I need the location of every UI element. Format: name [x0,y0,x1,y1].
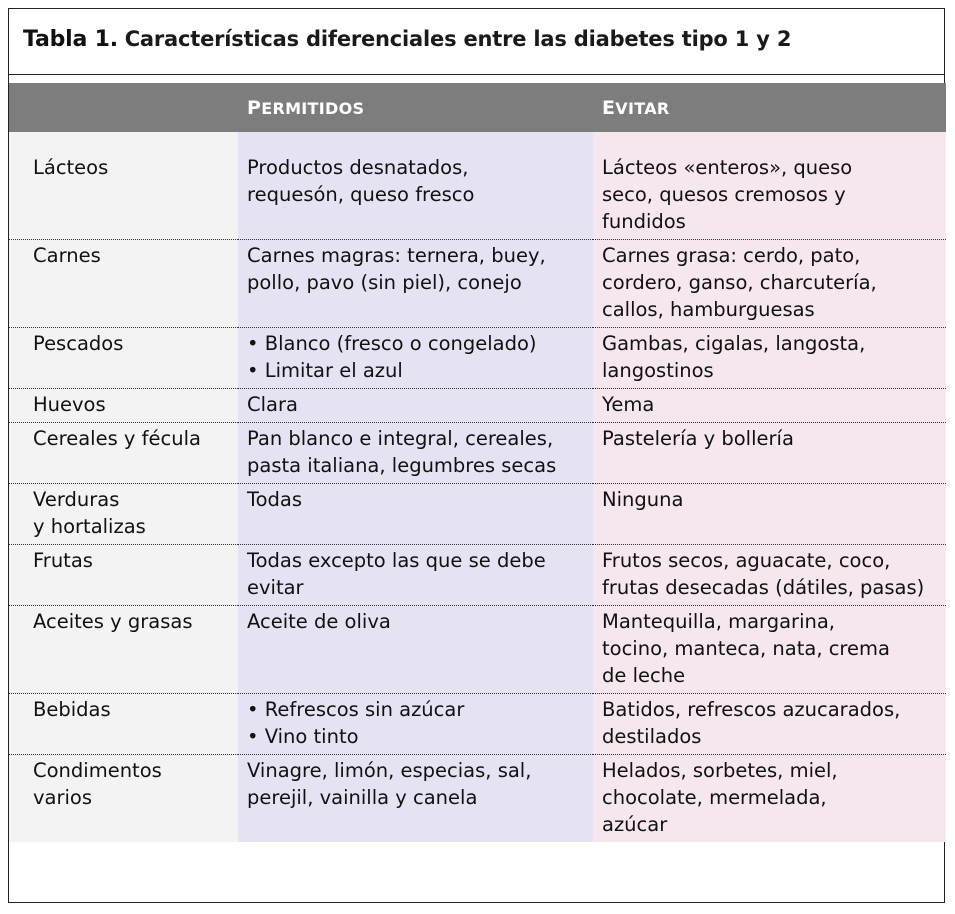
evitar-cell [593,694,946,755]
table-title-text: Características diferenciales entre las diabetes tipo 1 y 2 [124,27,792,51]
permitidos-cell [238,132,593,240]
category-cell-line: Condimentos [33,759,162,782]
evitar-cell-line: Mantequilla, margarina, [602,610,836,633]
header-evitar-label: EVITAR [602,97,670,119]
evitar-cell-line: langostinos [602,359,714,382]
evitar-cell [593,755,946,843]
table-title [9,9,944,75]
evitar-cell-line: fundidos [602,210,686,233]
permitidos-cell-line: Clara [247,393,298,416]
category-cell-line: Lácteos [33,156,109,179]
permitidos-cell-line: pasta italiana, legumbres secas [247,454,557,477]
permitidos-cell [238,606,593,694]
category-cell [9,132,238,240]
category-cell [9,328,238,389]
permitidos-cell-line: Vinagre, limón, especias, sal, [247,759,532,782]
permitidos-cell [238,694,593,755]
permitidos-cell-line: Todas [247,488,303,511]
category-cell [9,240,238,328]
category-cell [9,545,238,606]
table-row [9,484,946,545]
diet-table [9,83,946,842]
table-row [9,240,946,328]
category-cell-line: y hortalizas [33,515,146,538]
header-evitar [593,83,946,132]
category-cell [9,606,238,694]
header-category [9,83,238,132]
table-body [9,132,946,842]
permitidos-cell-line: Carnes magras: ternera, buey, [247,244,546,267]
permitidos-cell [238,328,593,389]
evitar-cell-line: Yema [602,393,655,416]
evitar-cell-line: de leche [602,664,686,687]
permitidos-cell-line: requesón, queso fresco [247,183,475,206]
category-cell-line: Aceites y grasas [33,610,193,633]
permitidos-cell-line: • Vino tinto [247,725,359,748]
category-cell [9,694,238,755]
evitar-cell-line: Batidos, refrescos azucarados, [602,698,901,721]
category-cell-line: Cereales y fécula [33,427,201,450]
permitidos-cell-line: Productos desnatados, [247,156,469,179]
permitidos-cell [238,755,593,843]
table-row [9,389,946,423]
permitidos-cell [238,240,593,328]
permitidos-cell-line: Todas excepto las que se debe [247,549,546,572]
evitar-cell [593,545,946,606]
permitidos-cell-line: evitar [247,576,304,599]
table-row [9,132,946,240]
permitidos-cell-line: • Limitar el azul [247,359,403,382]
table-row [9,694,946,755]
header-permitidos [238,83,593,132]
evitar-cell [593,389,946,423]
evitar-cell-line: destilados [602,725,702,748]
evitar-cell [593,328,946,389]
evitar-cell [593,484,946,545]
evitar-cell-line: Carnes grasa: cerdo, pato, [602,244,861,267]
table-row [9,606,946,694]
permitidos-cell [238,545,593,606]
evitar-cell-line: Lácteos «enteros», queso [602,156,853,179]
evitar-cell-line: Frutos secos, aguacate, coco, [602,549,891,572]
evitar-cell-line: Helados, sorbetes, miel, [602,759,838,782]
header-permitidos-label: PERMITIDOS [247,97,365,119]
category-cell-line: Verduras [33,488,120,511]
permitidos-cell-line: Pan blanco e integral, cereales, [247,427,554,450]
evitar-cell-line: chocolate, mermelada, [602,786,827,809]
evitar-cell-line: azúcar [602,813,668,836]
table-frame [8,8,945,903]
permitidos-cell [238,423,593,484]
category-cell-line: varios [33,786,93,809]
permitidos-cell-line: pollo, pavo (sin piel), conejo [247,271,522,294]
evitar-cell [593,132,946,240]
evitar-cell [593,423,946,484]
table-row [9,328,946,389]
evitar-cell-line: cordero, ganso, charcutería, [602,271,877,294]
evitar-cell [593,606,946,694]
permitidos-cell-line: perejil, vainilla y canela [247,786,478,809]
category-cell-line: Huevos [33,393,106,416]
evitar-cell-line: Ninguna [602,488,684,511]
category-cell [9,484,238,545]
category-cell-line: Bebidas [33,698,111,721]
permitidos-cell-line: Aceite de oliva [247,610,391,633]
table-row [9,755,946,843]
category-cell [9,389,238,423]
category-cell [9,755,238,843]
permitidos-cell [238,484,593,545]
table-row [9,423,946,484]
permitidos-cell [238,389,593,423]
evitar-cell [593,240,946,328]
category-cell-line: Pescados [33,332,124,355]
permitidos-cell-line: • Blanco (fresco o congelado) [247,332,537,355]
evitar-cell-line: callos, hamburguesas [602,298,815,321]
permitidos-cell-line: • Refrescos sin azúcar [247,698,465,721]
evitar-cell-line: Pastelería y bollería [602,427,794,450]
evitar-cell-line: Gambas, cigalas, langosta, [602,332,866,355]
table-row [9,545,946,606]
evitar-cell-line: tocino, manteca, nata, crema [602,637,890,660]
category-cell [9,423,238,484]
table-header-row [9,83,946,132]
evitar-cell-line: frutas desecadas (dátiles, pasas) [602,576,925,599]
evitar-cell-line: seco, quesos cremosos y [602,183,846,206]
category-cell-line: Frutas [33,549,93,572]
table-title-label: Tabla 1. [23,27,118,52]
category-cell-line: Carnes [33,244,101,267]
